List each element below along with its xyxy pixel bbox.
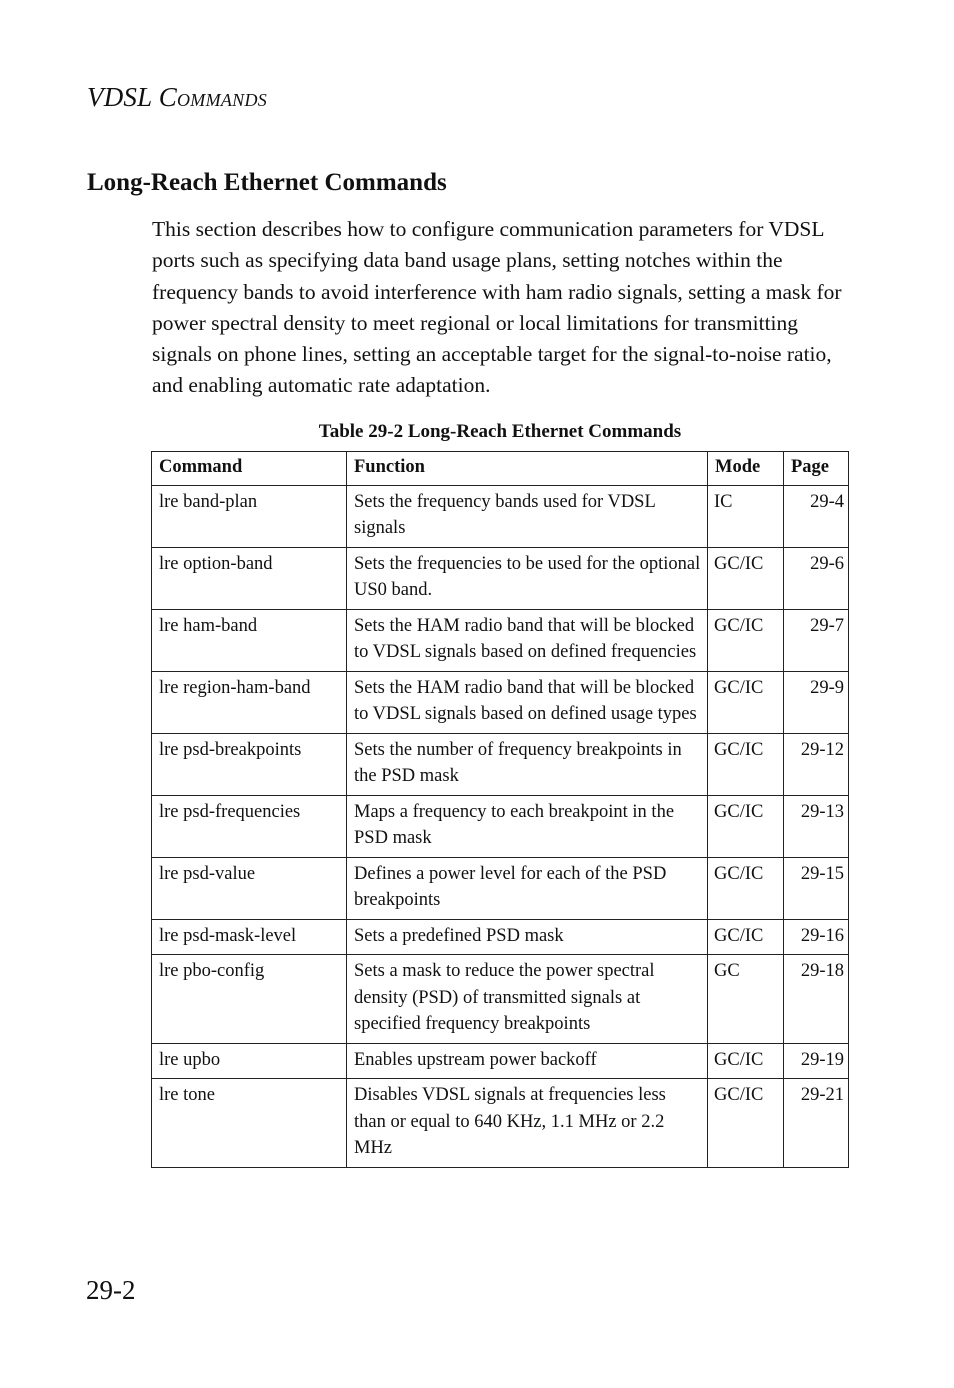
- table-row: [152, 733, 849, 795]
- function-cell: Sets a predefined PSD mask: [347, 919, 708, 955]
- section-title: Long-Reach Ethernet Commands: [87, 169, 447, 196]
- function-cell: Sets the frequency bands used for VDSL signals: [347, 485, 708, 547]
- mode-cell: IC: [708, 485, 784, 547]
- mode-cell: GC/IC: [708, 733, 784, 795]
- command-cell: lre option-band: [152, 547, 347, 609]
- table-row: [152, 609, 849, 671]
- table-row: [152, 795, 849, 857]
- mode-cell: GC/IC: [708, 1043, 784, 1079]
- function-cell: Sets the frequencies to be used for the optional US0 band.: [347, 547, 708, 609]
- mode-cell: GC: [708, 955, 784, 1044]
- column-header-command: Command: [152, 452, 347, 486]
- mode-cell: GC/IC: [708, 547, 784, 609]
- page-cell: 29-13: [784, 795, 849, 857]
- function-cell: Defines a power level for each of the PSD breakpoints: [347, 857, 708, 919]
- command-cell: lre psd-breakpoints: [152, 733, 347, 795]
- column-header-page: Page: [784, 452, 849, 486]
- command-cell: lre upbo: [152, 1043, 347, 1079]
- mode-cell: GC/IC: [708, 857, 784, 919]
- page-cell: 29-18: [784, 955, 849, 1044]
- commands-table: [151, 451, 849, 1168]
- page-cell: 29-12: [784, 733, 849, 795]
- page-cell: 29-19: [784, 1043, 849, 1079]
- command-cell: lre band-plan: [152, 485, 347, 547]
- command-cell: lre psd-mask-level: [152, 919, 347, 955]
- table-row: [152, 485, 849, 547]
- running-header: [87, 80, 267, 117]
- command-cell: lre ham-band: [152, 609, 347, 671]
- page-cell: 29-6: [784, 547, 849, 609]
- function-cell: Enables upstream power backoff: [347, 1043, 708, 1079]
- table-caption: Table 29-2 Long-Reach Ethernet Commands: [318, 421, 682, 442]
- page-cell: 29-15: [784, 857, 849, 919]
- table-row: [152, 547, 849, 609]
- table-row: [152, 857, 849, 919]
- table-row: [152, 955, 849, 1044]
- running-header-main: VDSL C: [87, 82, 177, 112]
- page-number: 29-2: [86, 1275, 136, 1305]
- function-cell: Sets a mask to reduce the power spectral density (PSD) of transmitted signals at specified frequency breakpoints: [347, 955, 708, 1044]
- column-header-mode: Mode: [708, 452, 784, 486]
- function-cell: Disables VDSL signals at frequencies less than or equal to 640 KHz, 1.1 MHz or 2.2 MHz: [347, 1079, 708, 1168]
- mode-cell: GC/IC: [708, 1079, 784, 1168]
- command-cell: lre psd-frequencies: [152, 795, 347, 857]
- section-intro-paragraph: This section describes how to configure communication parameters for VDSL ports such as specifying data band usage plans, setting notches within the frequency bands to avoid interference with ham radio signals, setting a mask for power spectral density to meet regional or local limitations for transmitting signals on phone lines, setting an acceptable target for the signal-to-noise ratio, and enabling automatic rate adaptation.: [152, 217, 842, 398]
- function-cell: Sets the HAM radio band that will be blocked to VDSL signals based on defined frequencies: [347, 609, 708, 671]
- page-cell: 29-21: [784, 1079, 849, 1168]
- mode-cell: GC/IC: [708, 671, 784, 733]
- mode-cell: GC/IC: [708, 795, 784, 857]
- column-header-function: Function: [347, 452, 708, 486]
- table-row: [152, 1079, 849, 1168]
- page-cell: 29-16: [784, 919, 849, 955]
- table-header-row: [152, 452, 849, 486]
- page-cell: 29-9: [784, 671, 849, 733]
- command-cell: lre pbo-config: [152, 955, 347, 1044]
- function-cell: Maps a frequency to each breakpoint in the PSD mask: [347, 795, 708, 857]
- function-cell: Sets the number of frequency breakpoints in the PSD mask: [347, 733, 708, 795]
- command-cell: lre region-ham-band: [152, 671, 347, 733]
- mode-cell: GC/IC: [708, 919, 784, 955]
- page-cell: 29-7: [784, 609, 849, 671]
- running-header-smallcaps: OMMANDS: [176, 90, 268, 110]
- command-cell: lre tone: [152, 1079, 347, 1168]
- table-row: [152, 919, 849, 955]
- table-row: [152, 1043, 849, 1079]
- page-cell: 29-4: [784, 485, 849, 547]
- table-row: [152, 671, 849, 733]
- command-cell: lre psd-value: [152, 857, 347, 919]
- function-cell: Sets the HAM radio band that will be blocked to VDSL signals based on defined usage types: [347, 671, 708, 733]
- mode-cell: GC/IC: [708, 609, 784, 671]
